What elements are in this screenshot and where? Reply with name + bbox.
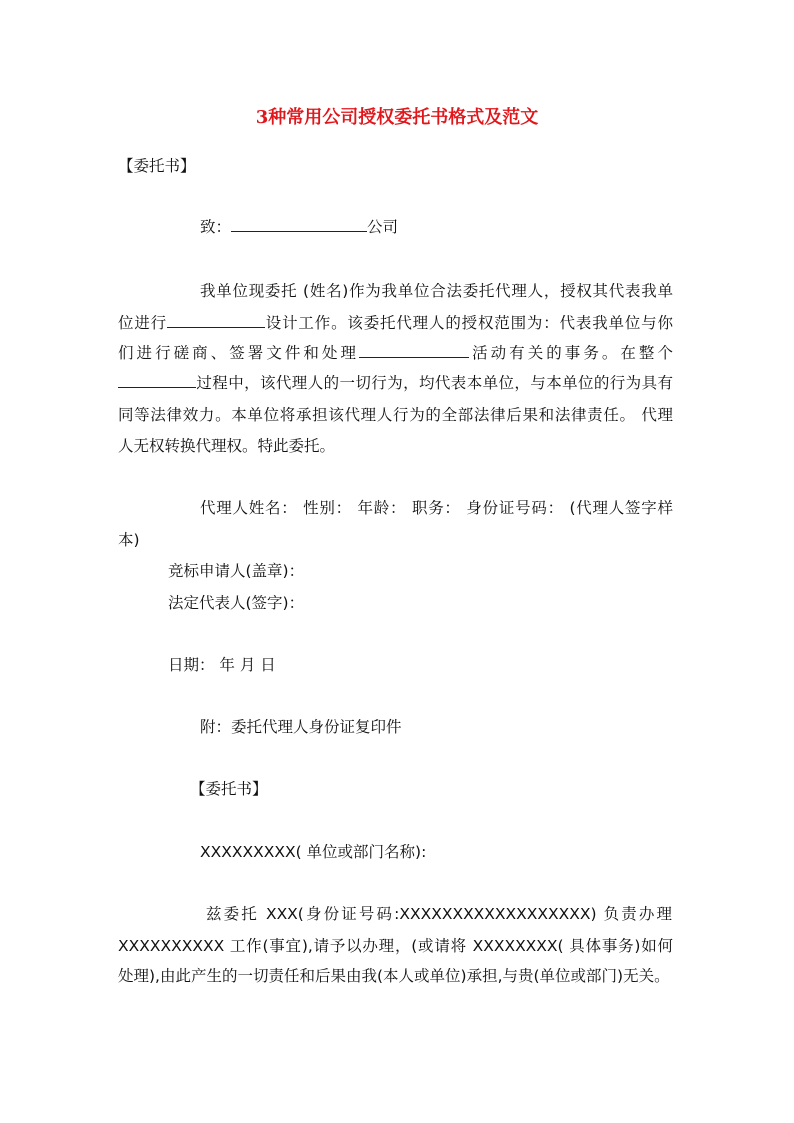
- project-blank: [167, 313, 265, 328]
- body-line-3: 们进行磋商、签署文件和处理 活动有关的事务。在整个: [118, 344, 673, 362]
- addressee-suffix: 公司: [367, 218, 399, 236]
- document-title: 3种常用公司授权委托书格式及范文: [255, 107, 539, 128]
- section2-line-1: 兹委托 XXX(身份证号码:XXXXXXXXXXXXXXXXXX) 负责办理: [206, 905, 672, 923]
- activity-blank: [359, 343, 469, 358]
- agent-info-line: 代理人姓名： 性别： 年龄： 职务： 身份证号码： (代理人签字样: [200, 499, 673, 517]
- body-line-1: 我单位现委托 (姓名)作为我单位合法委托代理人，授权其代表我单: [200, 282, 673, 300]
- body-line-2: 位进行 设计工作。该委托代理人的授权范围为：代表我单位与你: [118, 314, 673, 332]
- addressee-line: [200, 217, 398, 237]
- agent-info-line-2: 本): [118, 531, 140, 549]
- body-line-6: 人无权转换代理权。特此委托。: [118, 437, 336, 455]
- section2-line-3: 处理),由此产生的一切责任和后果由我(本人或单位)承担,与贵(单位或部门)无关。: [118, 967, 670, 985]
- body-line-5: 同等法律效力。本单位将承担该代理人行为的全部法律后果和法律责任。 代理: [118, 406, 673, 424]
- legal-rep-line: 法定代表人(签字)：: [168, 594, 305, 612]
- section1-heading: 【委托书】: [118, 157, 196, 175]
- attachment-line: 附：委托代理人身份证复印件: [200, 718, 402, 736]
- process-blank: [118, 373, 196, 388]
- addressee-prefix: 致：: [200, 218, 232, 236]
- section2-heading: 【委托书】: [190, 780, 268, 798]
- company-blank: [231, 217, 367, 232]
- date-line: 日期： 年 月 日: [168, 656, 276, 674]
- body-line-4: 过程中，该代理人的一切行为，均代表本单位，与本单位的行为具有: [118, 373, 673, 393]
- unit-line: XXXXXXXXX( 单位或部门名称):: [200, 843, 427, 861]
- bidder-seal-line: 竞标申请人(盖章)：: [168, 562, 305, 580]
- section2-line-2: XXXXXXXXXX 工作(事宜),请予以办理，(或请将 XXXXXXXX( 具体事务)如何: [118, 937, 673, 955]
